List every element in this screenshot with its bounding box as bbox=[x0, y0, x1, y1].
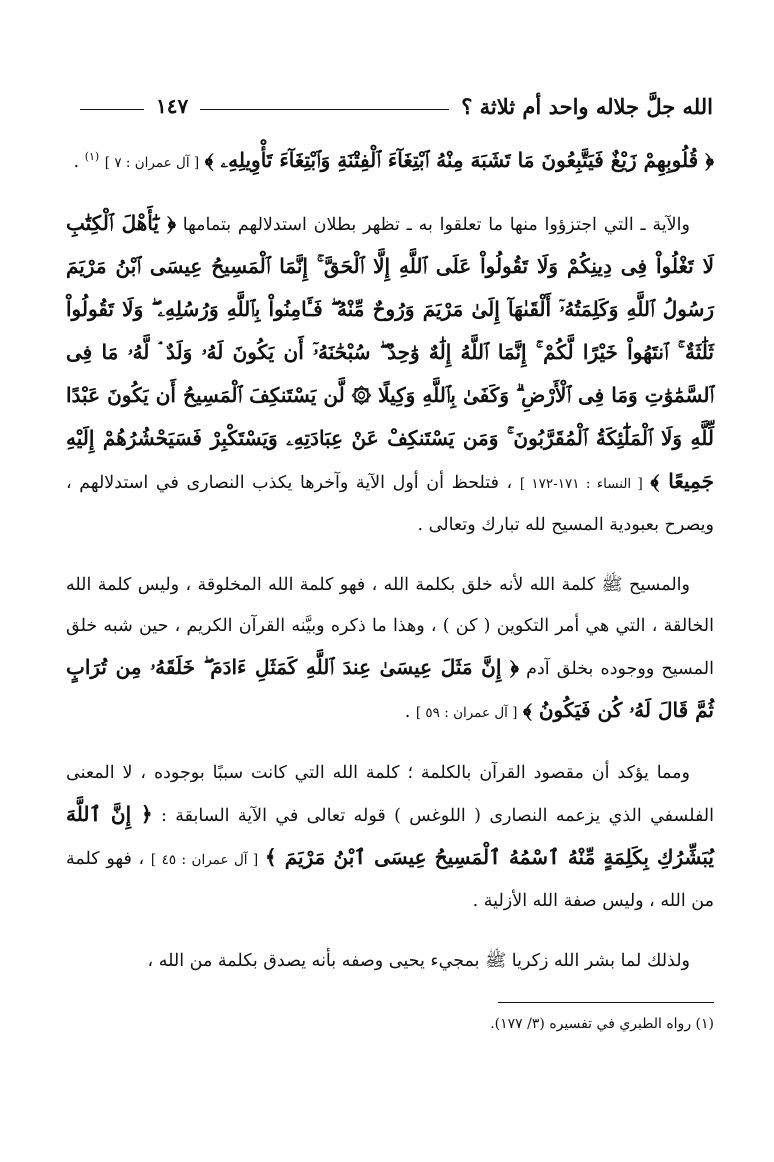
paragraph-3 bbox=[66, 565, 714, 734]
verse-reference: [ آل عمران : ٤٥ ] bbox=[150, 852, 259, 868]
footnote-separator bbox=[498, 1002, 714, 1003]
paragraph-5 bbox=[66, 941, 714, 982]
header-rule-short bbox=[80, 109, 144, 110]
paragraph-text: ، فتلحظ أن أول الآية وآخرها يكذب النصارى في استدلالهم ، ويصرح بعبودية المسيح لله تبارك وتعالى . bbox=[66, 473, 714, 535]
sentence-end: . bbox=[73, 152, 80, 172]
paragraph-2 bbox=[66, 203, 714, 546]
running-title: الله جلَّ جلاله واحد أم ثلاثة ؟ bbox=[461, 93, 713, 119]
footnote: (١) رواه الطبري في تفسيره (٣/ ١٧٧). bbox=[490, 1016, 714, 1032]
main-text bbox=[66, 140, 714, 1001]
footnote-marker: (١) bbox=[84, 150, 100, 164]
paragraph-text: ، فهو كلمة من الله ، وليس صفة الله الأزلية . bbox=[66, 849, 714, 911]
verse-reference: [ آل عمران : ٥٩ ] bbox=[415, 705, 518, 721]
verse-reference: [ آل عمران : ٧ ] bbox=[104, 155, 200, 171]
page-header bbox=[80, 86, 713, 126]
page-number: ١٤٧ bbox=[156, 94, 189, 118]
sentence-end: . bbox=[404, 702, 411, 722]
paragraph-4 bbox=[66, 753, 714, 922]
quran-verse: ﴿ إِنَّ ٱللَّهَ يُبَشِّرُكِ بِكَلِمَةٍ مِّنْهُ ٱسْمُهُ ٱلْمَسِيحُ عِيسَى ٱبْنُ مَرْيَمَ ﴾ bbox=[66, 802, 714, 869]
paragraph-text: والمسيح ﷺ كلمة الله لأنه خلق بكلمة الله ، فهو كلمة الله المخلوقة ، وليس كلمة الله الخالقة ، التي هي أمر التكوين ( كن ) ، وهذا ما ذكره وبيَّنه القرآن الكريم ، حين شبه خلق المسيح ووجوده بخلق آدم bbox=[66, 575, 714, 679]
paragraph-text: ومما يؤكد أن مقصود القرآن بالكلمة ؛ كلمة الله التي كانت سببًا بوجوده ، لا المعنى الفلسفي الذي يزعمه النصارى ( اللوغس ) قوله تعالى في الآية السابقة : bbox=[66, 763, 714, 826]
quran-verse: ﴿ يَٰٓأَهْلَ ٱلْكِتَٰبِ لَا تَغْلُواْ فِى دِينِكُمْ وَلَا تَقُولُواْ عَلَى ٱللَّهِ إِلَّا ٱلْحَقَّ ۚ إِنَّمَا ٱلْمَسِيحُ عِيسَى ٱبْنُ مَرْيَمَ رَسُولُ ٱللَّهِ وَكَلِمَتُهُۥٓ أَلْقَىٰهَآ إِلَىٰ مَرْيَمَ وَرُوحٌ مِّنْهُ ۖ فَـَٔامِنُواْ بِٱللَّهِ وَرُسُلِهِۦ ۖ وَلَا تَقُولُواْ ثَلَٰثَةٌ ۚ ٱنتَهُواْ خَيْرًا لَّكُمْ ۚ إِنَّمَا ٱللَّهُ إِلَٰهٌ وَٰحِدٌ ۖ سُبْحَٰنَهُۥٓ أَن يَكُونَ لَهُۥ وَلَدٌ ۘ لَّهُۥ مَا فِى ٱلسَّمَٰوَٰتِ وَمَا فِى ٱلْأَرْضِ ۗ وَكَفَىٰ بِٱللَّهِ وَكِيلًا ۞ لَّن يَسْتَنكِفَ ٱلْمَسِيحُ أَن يَكُونَ عَبْدًا لِّلَّهِ وَلَا ٱلْمَلَٰٓئِكَةُ ٱلْمُقَرَّبُونَ ۚ وَمَن يَسْتَنكِفْ عَنْ عِبَادَتِهِۦ وَيَسْتَكْبِرْ فَسَيَحْشُرُهُمْ إِلَيْهِ جَمِيعًا ﴾ bbox=[66, 211, 714, 493]
verse-reference: [ النساء : ١٧١-١٧٢ ] bbox=[519, 476, 643, 492]
quran-verse: ﴿ قُلُوبِهِمْ زَيْغٌ فَيَتَّبِعُونَ مَا تَشَبَهَ مِنْهُ ٱبْتِغَآءَ ٱلْفِتْنَةِ وَٱبْتِغَآءَ تَأْوِيلِهِۦ ﴾ bbox=[204, 148, 714, 172]
paragraph-text: والآية ـ التي اجتزؤوا منها ما تعلقوا به ـ تظهر بطلان استدلالهم بتمامها bbox=[182, 215, 690, 235]
paragraph-text: ولذلك لما بشر الله زكريا ﷺ بمجيء يحيى وصفه بأنه يصدق بكلمة من الله ، bbox=[147, 951, 690, 971]
paragraph-1 bbox=[66, 140, 714, 184]
header-rule bbox=[200, 109, 449, 110]
quran-verse: ﴿ إِنَّ مَثَلَ عِيسَىٰ عِندَ ٱللَّهِ كَمَثَلِ ءَادَمَ ۖ خَلَقَهُۥ مِن تُرَابٍ ثُمَّ قَالَ لَهُۥ كُن فَيَكُونُ ﴾ bbox=[66, 655, 714, 722]
